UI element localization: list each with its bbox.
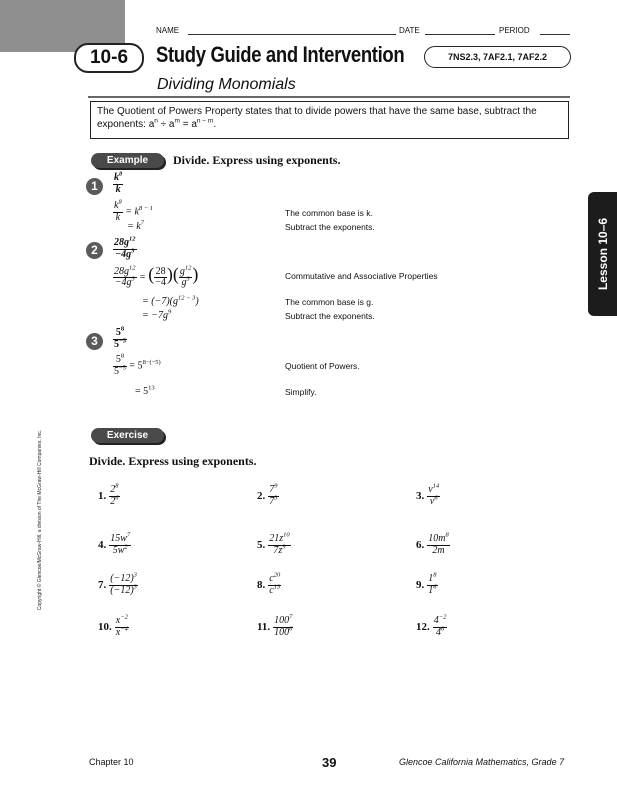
example-1-note-1: The common base is k. [285,208,373,218]
exercise-problem [98,482,120,507]
example-2-step-3: = $-7g^9$ [142,308,172,321]
exercise-fraction: $\frac{7^9}{7^3}$ [269,482,278,507]
exercise-problem [257,571,281,596]
copyright-text: Copyright © Glencoe/McGraw-Hill, a division of The McGraw-Hill Companies, Inc. [37,429,43,611]
exercise-fraction: $\frac{100^7}{100^6}$ [274,613,293,638]
exercise-fraction: $\frac{4^{-2}}{4^6}$ [433,613,447,638]
exercise-number: 6. [416,538,425,551]
example-1-step-2: = $k^7$ [127,219,144,232]
exercise-number: 11. [257,620,271,633]
example-2-marker: 2 [86,242,103,259]
exercise-problem [98,613,129,638]
footer-page-number: 39 [322,755,337,770]
example-3-step-2: = $5^{13}$ [135,384,155,397]
name-line [188,34,396,35]
example-3-note-2: Simplify. [285,387,317,397]
example-2-step-1: $\frac{28g^{12}}{-4g^3}$ = ( $\frac{28}{-4}$ )( $\frac{g^{12}}{g^3}$ ) [114,264,199,289]
date-label: DATE [399,26,420,35]
page-subtitle: Dividing Monomials [157,76,296,93]
exercise-fraction: $\frac{2^8}{2^6}$ [110,482,119,507]
exercise-problem [257,613,293,638]
example-3-problem: $\frac{5^8}{5^{-5}}$ [114,325,126,350]
exercise-number: 3. [416,489,425,502]
exercise-problem [98,571,138,596]
date-line [425,34,495,35]
example-2-note-2: The common base is g. [285,297,374,307]
example-2-step-2: = $(-7)(g^{12 - 3})$ [142,294,199,307]
exercise-problem [257,482,279,507]
exercise-number: 7. [98,578,107,591]
example-3-marker: 3 [86,333,103,350]
example-1-marker: 1 [86,178,103,195]
exercise-number: 9. [416,578,425,591]
exercise-fraction: $\frac{x^{-2}}{x^{-4}}$ [115,613,128,638]
property-box [90,101,569,139]
title-rule [88,96,570,98]
exercise-problem [416,531,450,556]
exercise-number: 4. [98,538,107,551]
example-3-note-1: Quotient of Powers. [285,361,360,371]
example-1-problem: $\frac{k^8}{k}$ [114,170,123,195]
exercise-number: 1. [98,489,107,502]
exercise-fraction: $\frac{1^8}{1^6}$ [428,571,437,596]
exercise-number: 8. [257,578,266,591]
footer-book-title: Glencoe California Mathematics, Grade 7 [399,757,565,767]
name-label: NAME [156,26,180,35]
exercise-problem [416,613,447,638]
exercise-fraction: $\frac{21z^{10}}{7z^9}$ [269,531,290,556]
exercise-fraction: $\frac{15w^7}{5w^2}$ [110,531,131,556]
period-line [540,34,570,35]
exercise-number: 10. [98,620,112,633]
footer-chapter: Chapter 10 [89,757,134,767]
example-2-problem: $\frac{28g^{12}}{-4g^3}$ [114,235,136,260]
exercise-fraction: $\frac{c^{20}}{c^{13}}$ [269,571,281,596]
exercise-problem [416,482,440,507]
page-title: Study Guide and Intervention [156,42,405,67]
example-instruction: Divide. Express using exponents. [173,153,341,167]
exercise-number: 2. [257,489,266,502]
property-text: The Quotient of Powers Property states that to divide powers that have the same base, subtract the exponents: $a^n \div a^m = a^{n - m}$. [97,106,537,130]
example-1-step-1: $\frac{k^8}{k}$ = $k^{8 - 1}$ [114,198,154,223]
example-2-note-3: Subtract the exponents. [285,311,375,321]
exercise-number: 5. [257,538,266,551]
exercise-problem [98,531,131,556]
exercise-pill: Exercise [91,428,164,443]
example-2-note-1: Commutative and Associative Properties [285,271,438,281]
lesson-side-tab-label: Lesson 10–6 [596,217,610,291]
exercise-instruction: Divide. Express using exponents. [89,454,257,468]
exercise-problem [257,531,291,556]
exercise-number: 12. [416,620,430,633]
lesson-number-badge: 10-6 [74,43,144,73]
standards-badge: 7NS2.3, 7AF2.1, 7AF2.2 [424,46,571,68]
example-pill: Example [91,153,164,168]
exercise-fraction: $\frac{10m^8}{2m}$ [428,531,449,556]
period-label: PERIOD [499,26,530,35]
exercise-fraction: $\frac{(-12)^3}{(-12)^3}$ [110,571,137,596]
exercise-fraction: $\frac{v^{14}}{v^6}$ [428,482,440,507]
example-3-step-1: $\frac{5^8}{5^{-5}}$ = $5^{8-(-5)}$ [114,352,161,377]
example-1-note-2: Subtract the exponents. [285,222,375,232]
exercise-problem [416,571,438,596]
